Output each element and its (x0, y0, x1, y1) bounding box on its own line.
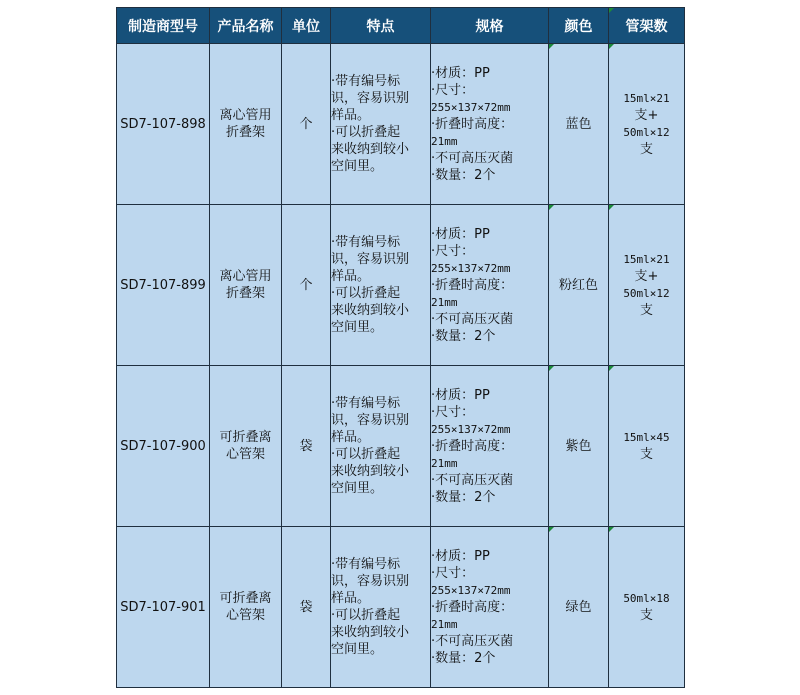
specifications-line: ·材质：PP (431, 226, 490, 242)
specifications-line: 255×137×72mm (431, 422, 511, 436)
features (331, 527, 431, 688)
model-number: SD7-107-901 (117, 527, 210, 688)
rack-count-line: 支 (639, 303, 653, 318)
specifications-line: ·尺寸： (431, 404, 475, 420)
specifications-line: 255×137×72mm (431, 583, 511, 597)
model-number: SD7-107-899 (117, 205, 210, 366)
product-name-line: 可折叠离 (219, 430, 272, 445)
product-name (210, 366, 282, 527)
specifications-line: 21mm (431, 134, 458, 148)
product-name-line: 心管架 (225, 608, 265, 623)
product-name-line: 离心管用 (219, 108, 272, 123)
features-line: 来收纳到较小 (331, 464, 410, 479)
specifications-line: ·尺寸： (431, 82, 475, 98)
specifications-line: ·数量：2个 (431, 489, 496, 505)
specifications-line: ·不可高压灭菌 (431, 472, 514, 488)
features (331, 366, 431, 527)
features-line: ·带有编号标 (331, 557, 401, 572)
product-spec-table (116, 7, 685, 688)
rack-count-line: 支+ (634, 269, 659, 284)
specifications-line: ·材质：PP (431, 65, 490, 81)
color: 绿色 (549, 527, 609, 688)
features-line: ·可以折叠起 (331, 608, 401, 623)
model-number: SD7-107-900 (117, 366, 210, 527)
header-features: 特点 (331, 8, 431, 44)
color: 粉红色 (549, 205, 609, 366)
unit: 袋 (282, 366, 331, 527)
product-name (210, 205, 282, 366)
product-name-line: 可折叠离 (219, 591, 272, 606)
specifications-line: 21mm (431, 295, 458, 309)
specifications (431, 44, 549, 205)
features-line: 空间里。 (331, 320, 384, 335)
header-model: 制造商型号 (117, 8, 210, 44)
table-body (117, 44, 685, 688)
features-line: ·带有编号标 (331, 396, 401, 411)
header-count: 管架数 (609, 8, 685, 44)
features-line: 来收纳到较小 (331, 142, 410, 157)
header-color: 颜色 (549, 8, 609, 44)
features (331, 44, 431, 205)
specifications-line: 21mm (431, 456, 458, 470)
features-line: 来收纳到较小 (331, 625, 410, 640)
color: 蓝色 (549, 44, 609, 205)
features-line: ·带有编号标 (331, 235, 401, 250)
table-row (117, 527, 685, 688)
header-name: 产品名称 (210, 8, 282, 44)
specifications (431, 366, 549, 527)
header-unit: 单位 (282, 8, 331, 44)
specifications-line: ·尺寸： (431, 243, 475, 259)
specifications (431, 527, 549, 688)
features-line: 来收纳到较小 (331, 303, 410, 318)
specifications-line: ·折叠时高度： (431, 599, 514, 615)
specifications-line: ·数量：2个 (431, 650, 496, 666)
specifications-line: ·折叠时高度： (431, 116, 514, 132)
rack-count-line: 15ml×21 (623, 92, 670, 105)
table-row (117, 44, 685, 205)
features-line: 样品。 (331, 430, 371, 445)
specifications-line: ·材质：PP (431, 387, 490, 403)
features-line: 识，容易识别 (331, 252, 410, 267)
product-name-line: 折叠架 (225, 286, 265, 301)
features-line: ·带有编号标 (331, 74, 401, 89)
features-line: 样品。 (331, 591, 371, 606)
specifications (431, 205, 549, 366)
header-row (117, 8, 685, 44)
specifications-line: 255×137×72mm (431, 261, 511, 275)
rack-count (609, 527, 685, 688)
product-name (210, 527, 282, 688)
features-line: ·可以折叠起 (331, 125, 401, 140)
features-line: 样品。 (331, 269, 371, 284)
features-line: 空间里。 (331, 481, 384, 496)
unit: 个 (282, 205, 331, 366)
rack-count-line: 支 (639, 608, 653, 623)
specifications-line: ·不可高压灭菌 (431, 311, 514, 327)
specifications-line: ·不可高压灭菌 (431, 633, 514, 649)
rack-count-line: 50ml×18 (623, 592, 670, 605)
features-line: ·可以折叠起 (331, 286, 401, 301)
rack-count-line: 支+ (634, 108, 659, 123)
rack-count (609, 205, 685, 366)
features (331, 205, 431, 366)
specifications-line: ·尺寸： (431, 565, 475, 581)
product-name-line: 离心管用 (219, 269, 272, 284)
product-name-line: 心管架 (225, 447, 265, 462)
rack-count-line: 支 (639, 447, 653, 462)
specifications-line: ·折叠时高度： (431, 438, 514, 454)
specifications-line: ·数量：2个 (431, 328, 496, 344)
features-line: 识，容易识别 (331, 413, 410, 428)
table-row (117, 366, 685, 527)
model-number: SD7-107-898 (117, 44, 210, 205)
color: 紫色 (549, 366, 609, 527)
rack-count-line: 15ml×21 (623, 253, 670, 266)
rack-count (609, 44, 685, 205)
rack-count-line: 支 (639, 142, 653, 157)
rack-count-line: 50ml×12 (623, 287, 670, 300)
specifications-line: ·折叠时高度： (431, 277, 514, 293)
unit: 袋 (282, 527, 331, 688)
rack-count-line: 50ml×12 (623, 126, 670, 139)
rack-count (609, 366, 685, 527)
features-line: 空间里。 (331, 159, 384, 174)
product-name (210, 44, 282, 205)
unit: 个 (282, 44, 331, 205)
specifications-line: 21mm (431, 617, 458, 631)
rack-count-line: 15ml×45 (623, 431, 670, 444)
specifications-line: ·数量：2个 (431, 167, 496, 183)
specifications-line: ·材质：PP (431, 548, 490, 564)
features-line: ·可以折叠起 (331, 447, 401, 462)
header-spec: 规格 (431, 8, 549, 44)
features-line: 空间里。 (331, 642, 384, 657)
features-line: 识，容易识别 (331, 91, 410, 106)
product-name-line: 折叠架 (225, 125, 265, 140)
specifications-line: 255×137×72mm (431, 100, 511, 114)
features-line: 样品。 (331, 108, 371, 123)
specifications-line: ·不可高压灭菌 (431, 150, 514, 166)
table-row (117, 205, 685, 366)
features-line: 识，容易识别 (331, 574, 410, 589)
